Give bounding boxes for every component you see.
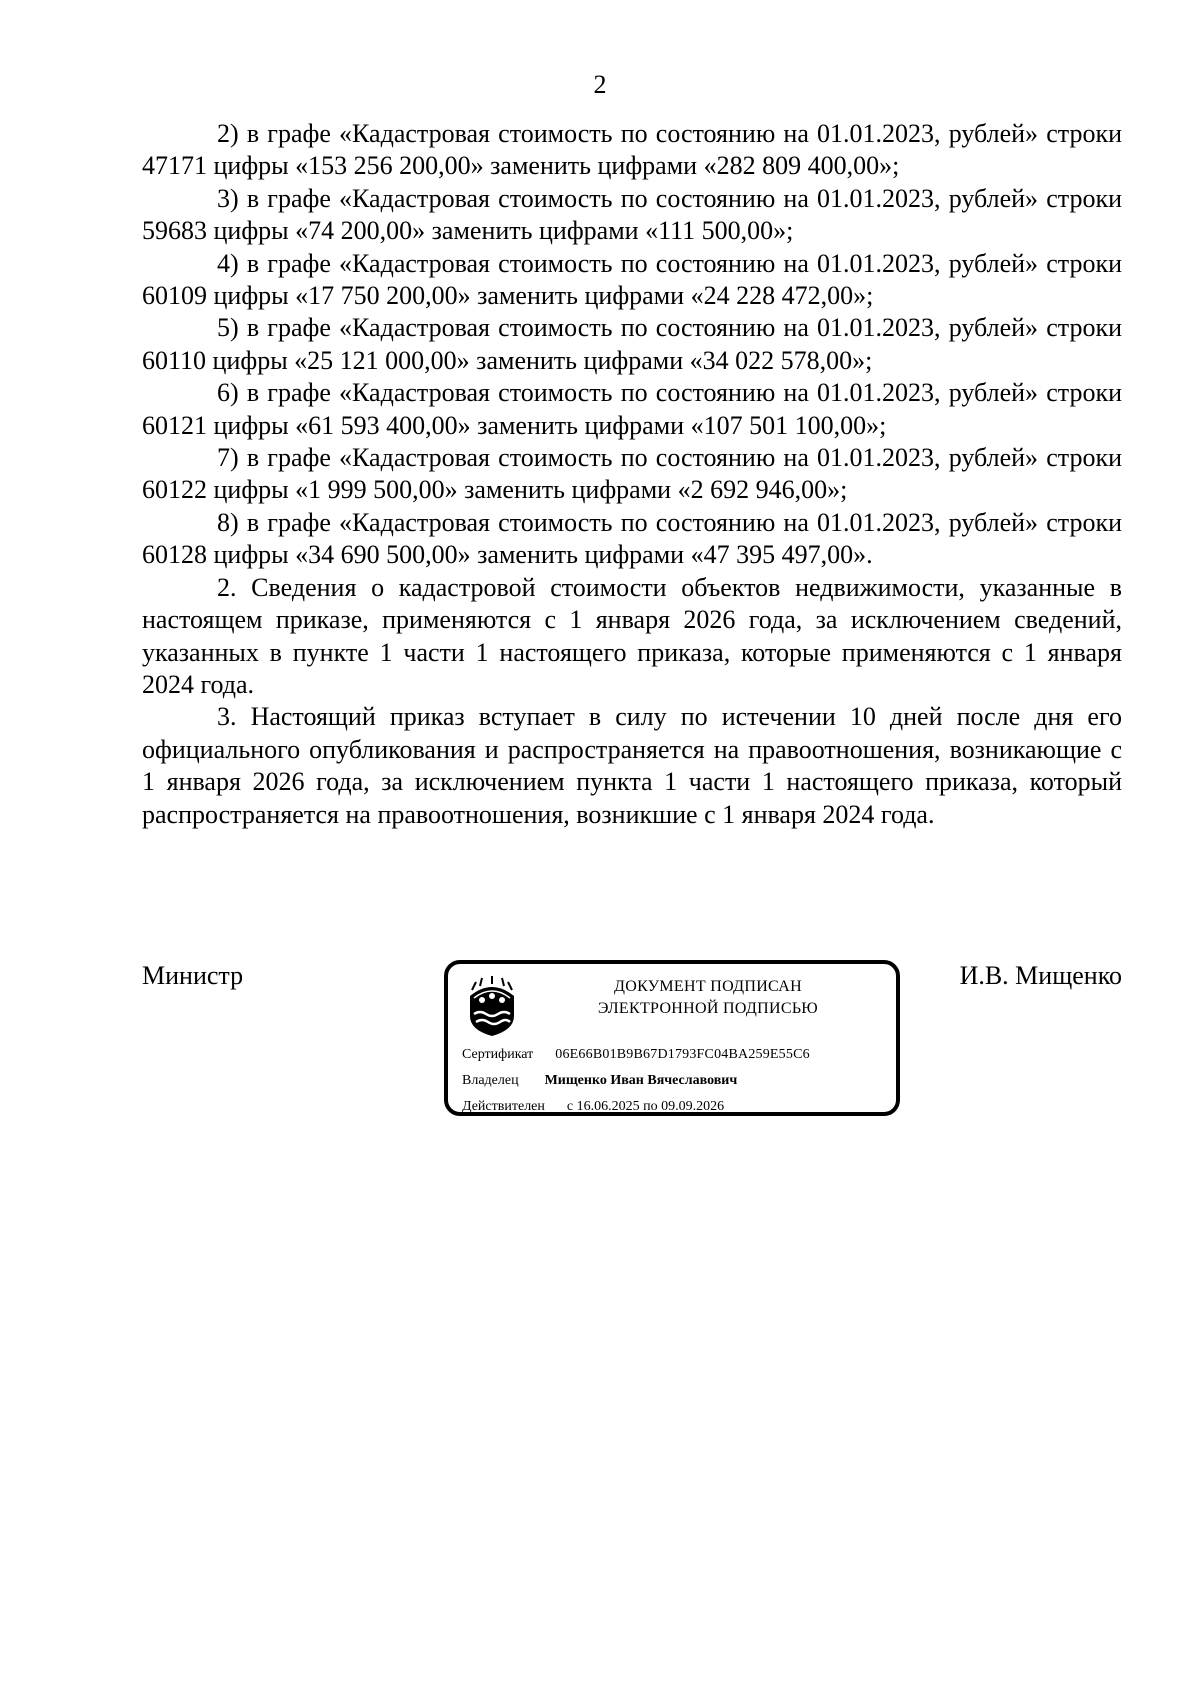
signer-position: Министр bbox=[142, 961, 244, 990]
stamp-validity-row bbox=[462, 1098, 724, 1116]
paragraph-item-4: 4) в графе «Кадастровая стоимость по состоянию на 01.01.2023, рублей» строки 60109 цифры «17 750 200,00» заменить цифрами «24 228 472,00»; bbox=[142, 248, 1122, 311]
paragraph-item-3: 3) в графе «Кадастровая стоимость по состоянию на 01.01.2023, рублей» строки 59683 цифры «74 200,00» заменить цифрами «111 500,00»; bbox=[142, 183, 1122, 246]
signature-block bbox=[142, 960, 1122, 1130]
certificate-label: Сертификат bbox=[462, 1047, 534, 1062]
coat-of-arms-icon bbox=[464, 976, 520, 1038]
signer-name: И.В. Мищенко bbox=[959, 961, 1122, 990]
paragraph-section-2: 2. Сведения о кадастровой стоимости объектов недвижимости, указанные в настоящем приказе, применяются с 1 января 2026 года, за исключением сведений, указанных в пункте 1 части 1 настоящего приказа, которые применяются с 1 января 2024 года. bbox=[142, 572, 1122, 699]
page-number: 2 bbox=[593, 70, 607, 99]
paragraph-item-2: 2) в графе «Кадастровая стоимость по состоянию на 01.01.2023, рублей» строки 47171 цифры «153 256 200,00» заменить цифрами «282 809 400,00»; bbox=[142, 119, 1122, 181]
paragraph-item-6: 6) в графе «Кадастровая стоимость по состоянию на 01.01.2023, рублей» строки 60121 цифры «61 593 400,00» заменить цифрами «107 501 100,00»; bbox=[142, 378, 1122, 440]
owner-value: Мищенко Иван Вячеславович bbox=[544, 1073, 738, 1088]
stamp-heading-line1: ДОКУМЕНТ ПОДПИСАН bbox=[614, 978, 802, 995]
owner-label: Владелец bbox=[462, 1073, 519, 1088]
stamp-owner-row bbox=[462, 1072, 737, 1090]
certificate-value: 06E66B01B9B67D1793FC04BA259E55C6 bbox=[555, 1047, 810, 1062]
electronic-signature-stamp bbox=[444, 960, 900, 1116]
paragraph-item-7: 7) в графе «Кадастровая стоимость по состоянию на 01.01.2023, рублей» строки 60122 цифры «1 999 500,00» заменить цифрами «2 692 946,00»; bbox=[142, 443, 1122, 505]
paragraph-section-3: 3. Настоящий приказ вступает в силу по истечении 10 дней после дня его официального опубликования и распространяется на правоотношения, возникающие с 1 января 2026 года, за исключением пункта 1 части 1 настоящего приказа, который распространяется на правоотношения, возникшие с 1 января 2024 года. bbox=[142, 702, 1122, 829]
stamp-heading bbox=[528, 976, 888, 1020]
stamp-certificate-row bbox=[462, 1046, 810, 1064]
document-body bbox=[142, 118, 1122, 831]
stamp-heading-line2: ЭЛЕКТРОННОЙ ПОДПИСЬЮ bbox=[597, 1000, 819, 1017]
paragraph-item-5: 5) в графе «Кадастровая стоимость по состоянию на 01.01.2023, рублей» строки 60110 цифры «25 121 000,00» заменить цифрами «34 022 578,00»; bbox=[142, 313, 1122, 375]
valid-label: Действителен bbox=[462, 1099, 545, 1114]
valid-value: с 16.06.2025 по 09.09.2026 bbox=[566, 1099, 725, 1114]
paragraph-item-8: 8) в графе «Кадастровая стоимость по состоянию на 01.01.2023, рублей» строки 60128 цифры «34 690 500,00» заменить цифрами «47 395 497,00». bbox=[142, 507, 1122, 570]
